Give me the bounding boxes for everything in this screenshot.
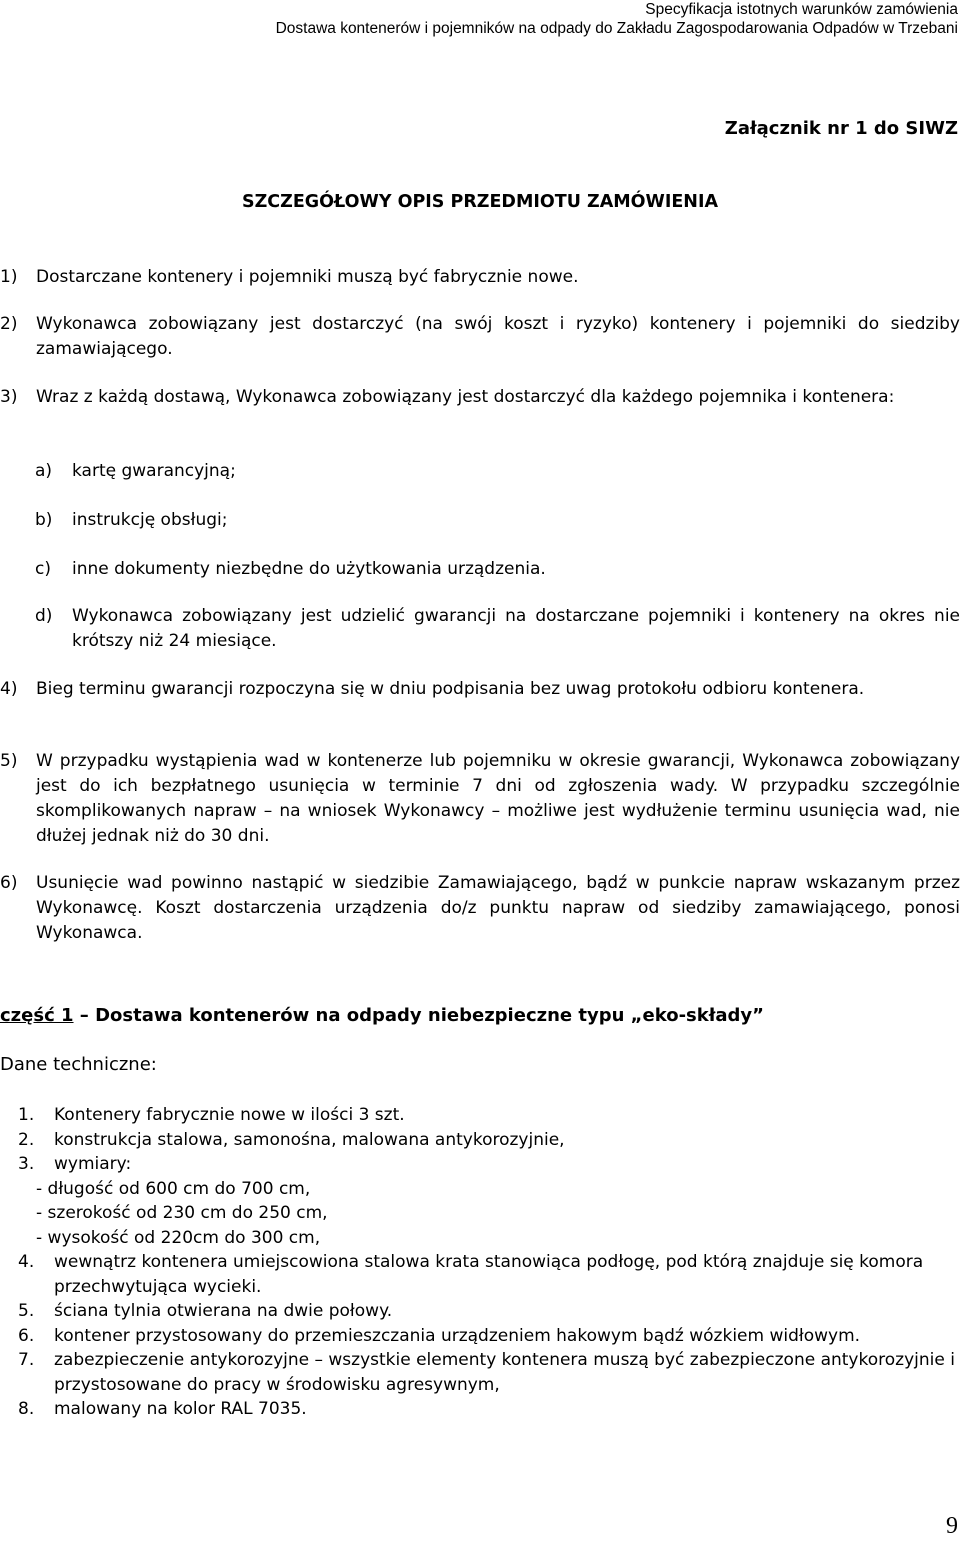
spec-text: - szerokość od 230 cm do 250 cm, — [36, 1203, 328, 1223]
spec-item — [0, 1226, 960, 1251]
point-number: 1) — [0, 267, 18, 287]
spec-text: zabezpieczenie antykorozyjne – wszystkie elementy kontenera muszą być zabezpieczone antykorozyjnie i przystosowane do pracy w środowisku agresywnym, — [54, 1350, 955, 1395]
document-title: SZCZEGÓŁOWY OPIS PRZEDMIOTU ZAMÓWIENIA — [242, 192, 718, 212]
spec-item — [0, 1348, 960, 1397]
spec-number: 5. — [18, 1301, 35, 1321]
spec-item — [0, 1177, 960, 1202]
point-text: Dostarczane kontenery i pojemniki muszą być fabrycznie nowe. — [36, 267, 579, 287]
spec-text: - długość od 600 cm do 700 cm, — [36, 1178, 311, 1199]
point-1 — [0, 265, 960, 290]
spec-item — [0, 1250, 960, 1299]
spec-text: wymiary: — [54, 1154, 132, 1174]
subpoint-text: inne dokumenty niezbędne do użytkowania urządzenia. — [72, 559, 546, 579]
spec-item — [0, 1299, 960, 1324]
subpoint-letter: a) — [35, 461, 53, 481]
spec-item — [0, 1152, 960, 1177]
point-text: Wraz z każdą dostawą, Wykonawca zobowiązany jest dostarczyć dla każdego pojemnika i kontenera: — [36, 387, 895, 407]
point-text: Usunięcie wad powinno nastąpić w siedzibie Zamawiającego, bądź w punkcie napraw wskazanym przez Wykonawcę. Koszt dostarczenia urządzenia do/z punktu napraw od siedziby zamawiającego, ponosi Wykonawca. — [36, 873, 960, 943]
spec-number: 4. — [18, 1252, 35, 1272]
subpoint-text: kartę gwarancyjną; — [72, 461, 236, 481]
spec-number: 1. — [18, 1105, 35, 1125]
subpoint-c — [35, 557, 960, 582]
spec-text: ściana tylnia otwierana na dwie połowy. — [54, 1301, 393, 1321]
spec-item — [0, 1201, 960, 1226]
spec-number: 7. — [18, 1350, 35, 1370]
point-number: 6) — [0, 873, 18, 893]
part-title: – Dostawa kontenerów na odpady niebezpieczne typu „eko-składy” — [73, 1005, 764, 1026]
spec-number: 3. — [18, 1154, 35, 1174]
point-number: 3) — [0, 387, 18, 407]
spec-text: Kontenery fabrycznie nowe w ilości 3 szt. — [54, 1105, 405, 1125]
page-number: 9 — [946, 1513, 958, 1539]
part-label: część 1 — [0, 1005, 74, 1026]
spec-text: wewnątrz kontenera umiejscowiona stalowa krata stanowiąca podłogę, pod którą znajduje się komora przechwytująca wycieki. — [54, 1252, 924, 1297]
spec-number: 6. — [18, 1325, 35, 1346]
spec-text: - wysokość od 220cm do 300 cm, — [36, 1227, 321, 1248]
subpoint-d — [35, 604, 960, 654]
point-4 — [0, 677, 960, 702]
part-heading — [0, 1005, 764, 1026]
annex-label: Załącznik nr 1 do SIWZ — [724, 118, 958, 139]
spec-text: konstrukcja stalowa, samonośna, malowana antykorozyjnie, — [54, 1129, 565, 1150]
spec-item — [0, 1103, 960, 1128]
subpoint-b — [35, 508, 960, 533]
subpoint-text: Wykonawca zobowiązany jest udzielić gwarancji na dostarczane pojemniki i kontenery na okres nie krótszy niż 24 miesiące. — [72, 606, 960, 651]
point-number: 5) — [0, 751, 18, 771]
point-text: Wykonawca zobowiązany jest dostarczyć (na swój koszt i ryzyko) kontenery i pojemniki do siedziby zamawiającego. — [36, 314, 960, 359]
spec-number: 8. — [18, 1399, 35, 1419]
point-text: W przypadku wystąpienia wad w kontenerze lub pojemniku w okresie gwarancji, Wykonawca zobowiązany jest do ich bezpłatnego usunięcia w terminie 7 dni od zgłoszenia wady. W przypadku szczególnie skomplikowanych napraw – na wniosek Wykonawcy – możliwe jest wydłużenie terminu usunięcia wad, nie dłużej jednak niż do 30 dni. — [36, 751, 960, 846]
technical-spec-list — [0, 1103, 960, 1422]
header-line-2: Dostawa kontenerów i pojemników na odpady do Zakładu Zagospodarowania Odpadów w Trzebani — [275, 20, 958, 37]
point-number: 2) — [0, 314, 18, 334]
spec-item — [0, 1324, 960, 1349]
spec-text: malowany na kolor RAL 7035. — [54, 1399, 307, 1419]
spec-item — [0, 1128, 960, 1153]
point-3 — [0, 385, 960, 410]
point-5 — [0, 749, 960, 849]
subpoint-text: instrukcję obsługi; — [72, 510, 228, 530]
point-6 — [0, 871, 960, 946]
subpoint-a — [35, 459, 960, 484]
point-text: Bieg terminu gwarancji rozpoczyna się w dniu podpisania bez uwag protokołu odbioru kontenera. — [36, 679, 865, 699]
technical-data-heading: Dane techniczne: — [0, 1054, 157, 1075]
subpoint-letter: d) — [35, 606, 53, 626]
spec-number: 2. — [18, 1129, 35, 1150]
subpoint-letter: b) — [35, 510, 53, 530]
point-number: 4) — [0, 679, 18, 699]
page-header — [276, 0, 958, 38]
point-2 — [0, 312, 960, 362]
subpoint-letter: c) — [35, 559, 51, 579]
spec-item — [0, 1397, 960, 1422]
spec-text: kontener przystosowany do przemieszczania urządzeniem hakowym bądź wózkiem widłowym. — [54, 1325, 861, 1346]
header-line-1: Specyfikacja istotnych warunków zamówienia — [645, 1, 958, 18]
